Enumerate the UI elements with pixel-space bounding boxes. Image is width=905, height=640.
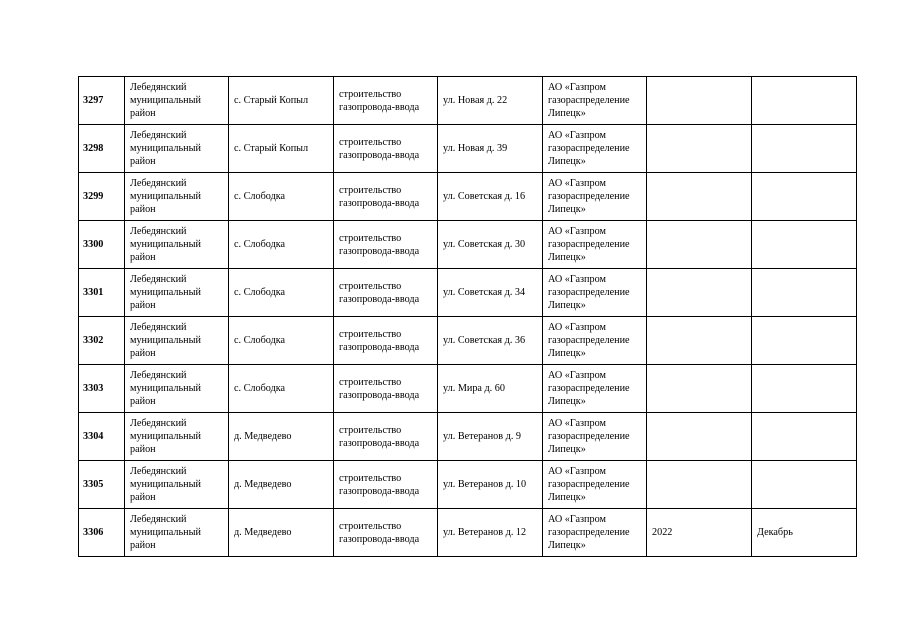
settlement-cell bbox=[229, 125, 334, 173]
table-row bbox=[79, 77, 857, 125]
work-type-cell bbox=[334, 317, 438, 365]
year-cell-text: 2022 bbox=[652, 527, 673, 538]
district-cell-line: муниципальный bbox=[130, 239, 201, 250]
organization-cell-line: АО «Газпром bbox=[548, 274, 606, 285]
district-cell-line: Лебедянский bbox=[130, 226, 187, 237]
table-row bbox=[79, 509, 857, 557]
table-body bbox=[79, 77, 857, 557]
year-cell bbox=[647, 461, 752, 509]
organization-cell-line: Липецк» bbox=[548, 444, 586, 455]
address-cell bbox=[438, 365, 543, 413]
district-cell bbox=[125, 509, 229, 557]
district-cell-line: Лебедянский bbox=[130, 322, 187, 333]
row-number-text: 3298 bbox=[83, 143, 104, 154]
address-cell-text: ул. Советская д. 30 bbox=[443, 239, 526, 250]
district-cell-line: район bbox=[130, 492, 156, 503]
organization-cell-line: Липецк» bbox=[548, 396, 586, 407]
year-cell bbox=[647, 413, 752, 461]
gas-connection-table bbox=[78, 76, 857, 557]
organization-cell-line: Липецк» bbox=[548, 540, 586, 551]
year-cell bbox=[647, 125, 752, 173]
work-type-cell bbox=[334, 173, 438, 221]
settlement-cell-text: с. Слободка bbox=[234, 287, 286, 298]
settlement-cell-text: д. Медведево bbox=[234, 527, 292, 538]
address-cell bbox=[438, 461, 543, 509]
district-cell-line: муниципальный bbox=[130, 527, 201, 538]
work-type-cell-line: газопровода-ввода bbox=[339, 389, 420, 401]
settlement-cell-text: д. Медведево bbox=[234, 431, 292, 442]
settlement-cell-text: с. Слободка bbox=[234, 191, 286, 202]
work-type-cell bbox=[334, 77, 438, 125]
settlement-cell bbox=[229, 77, 334, 125]
district-cell-line: район bbox=[130, 108, 156, 119]
settlement-cell-text: с. Слободка bbox=[234, 335, 286, 346]
district-cell-line: район bbox=[130, 204, 156, 215]
address-cell-text: ул. Новая д. 22 bbox=[443, 95, 508, 106]
row-number-text: 3302 bbox=[83, 335, 104, 346]
work-type-cell-line: газопровода-ввода bbox=[339, 485, 420, 497]
row-number-text: 3301 bbox=[83, 287, 104, 298]
row-number bbox=[79, 365, 125, 413]
work-type-cell-line: газопровода-ввода bbox=[339, 245, 420, 257]
district-cell-line: муниципальный bbox=[130, 95, 201, 106]
district-cell bbox=[125, 461, 229, 509]
district-cell-line: Лебедянский bbox=[130, 274, 187, 285]
row-number bbox=[79, 269, 125, 317]
organization-cell-line: АО «Газпром bbox=[548, 82, 606, 93]
organization-cell-line: Липецк» bbox=[548, 204, 586, 215]
month-cell bbox=[752, 365, 857, 413]
table-row bbox=[79, 125, 857, 173]
address-cell-text: ул. Ветеранов д. 10 bbox=[443, 479, 527, 490]
settlement-cell bbox=[229, 509, 334, 557]
address-cell-text: ул. Новая д. 39 bbox=[443, 143, 508, 154]
organization-cell-line: АО «Газпром bbox=[548, 418, 606, 429]
address-cell bbox=[438, 125, 543, 173]
row-number-text: 3305 bbox=[83, 479, 104, 490]
work-type-cell bbox=[334, 221, 438, 269]
address-cell-text: ул. Ветеранов д. 12 bbox=[443, 527, 527, 538]
district-cell-line: Лебедянский bbox=[130, 466, 187, 477]
work-type-cell bbox=[334, 269, 438, 317]
settlement-cell bbox=[229, 269, 334, 317]
organization-cell-line: газораспределение bbox=[548, 479, 630, 490]
work-type-cell-line: строительство bbox=[339, 328, 402, 340]
year-cell bbox=[647, 365, 752, 413]
district-cell-line: район bbox=[130, 252, 156, 263]
organization-cell-line: Липецк» bbox=[548, 108, 586, 119]
month-cell bbox=[752, 269, 857, 317]
organization-cell-line: газораспределение bbox=[548, 287, 630, 298]
address-cell-text: ул. Советская д. 34 bbox=[443, 287, 526, 298]
work-type-cell-line: строительство bbox=[339, 184, 402, 196]
organization-cell-line: АО «Газпром bbox=[548, 130, 606, 141]
district-cell-line: Лебедянский bbox=[130, 514, 187, 525]
district-cell-line: район bbox=[130, 300, 156, 311]
work-type-cell bbox=[334, 461, 438, 509]
work-type-cell-line: газопровода-ввода bbox=[339, 437, 420, 449]
month-cell-text: Декабрь bbox=[757, 527, 793, 538]
work-type-cell bbox=[334, 509, 438, 557]
organization-cell-line: Липецк» bbox=[548, 252, 586, 263]
organization-cell-line: газораспределение bbox=[548, 383, 630, 394]
address-cell bbox=[438, 221, 543, 269]
address-cell bbox=[438, 413, 543, 461]
work-type-cell bbox=[334, 125, 438, 173]
district-cell-line: муниципальный bbox=[130, 431, 201, 442]
month-cell bbox=[752, 125, 857, 173]
settlement-cell-text: д. Медведево bbox=[234, 479, 292, 490]
organization-cell bbox=[543, 77, 647, 125]
table-row bbox=[79, 317, 857, 365]
month-cell bbox=[752, 317, 857, 365]
district-cell-line: район bbox=[130, 444, 156, 455]
district-cell-line: район bbox=[130, 156, 156, 167]
settlement-cell bbox=[229, 317, 334, 365]
district-cell-line: Лебедянский bbox=[130, 418, 187, 429]
year-cell bbox=[647, 269, 752, 317]
organization-cell-line: Липецк» bbox=[548, 348, 586, 359]
year-cell bbox=[647, 317, 752, 365]
organization-cell-line: Липецк» bbox=[548, 156, 586, 167]
organization-cell-line: газораспределение bbox=[548, 143, 630, 154]
district-cell bbox=[125, 77, 229, 125]
settlement-cell-text: с. Старый Копыл bbox=[234, 95, 309, 106]
district-cell bbox=[125, 317, 229, 365]
address-cell-text: ул. Мира д. 60 bbox=[443, 383, 505, 394]
row-number-text: 3303 bbox=[83, 383, 104, 394]
work-type-cell-line: газопровода-ввода bbox=[339, 341, 420, 353]
address-cell bbox=[438, 269, 543, 317]
work-type-cell-line: строительство bbox=[339, 88, 402, 100]
row-number bbox=[79, 221, 125, 269]
row-number bbox=[79, 173, 125, 221]
address-cell bbox=[438, 317, 543, 365]
district-cell-line: Лебедянский bbox=[130, 130, 187, 141]
row-number-text: 3306 bbox=[83, 527, 104, 538]
address-cell bbox=[438, 173, 543, 221]
district-cell bbox=[125, 173, 229, 221]
district-cell-line: Лебедянский bbox=[130, 178, 187, 189]
address-cell bbox=[438, 77, 543, 125]
district-cell bbox=[125, 221, 229, 269]
organization-cell-line: Липецк» bbox=[548, 300, 586, 311]
organization-cell-line: газораспределение bbox=[548, 431, 630, 442]
organization-cell-line: газораспределение bbox=[548, 527, 630, 538]
work-type-cell-line: газопровода-ввода bbox=[339, 293, 420, 305]
organization-cell-line: АО «Газпром bbox=[548, 226, 606, 237]
month-cell bbox=[752, 461, 857, 509]
organization-cell bbox=[543, 413, 647, 461]
work-type-cell-line: газопровода-ввода bbox=[339, 533, 420, 545]
settlement-cell bbox=[229, 221, 334, 269]
district-cell-line: муниципальный bbox=[130, 479, 201, 490]
work-type-cell bbox=[334, 365, 438, 413]
year-cell bbox=[647, 173, 752, 221]
table-row bbox=[79, 221, 857, 269]
row-number bbox=[79, 317, 125, 365]
table-row bbox=[79, 269, 857, 317]
row-number-text: 3299 bbox=[83, 191, 104, 202]
address-cell-text: ул. Ветеранов д. 9 bbox=[443, 431, 522, 442]
address-cell-text: ул. Советская д. 36 bbox=[443, 335, 526, 346]
organization-cell-line: газораспределение bbox=[548, 191, 630, 202]
district-cell-line: Лебедянский bbox=[130, 370, 187, 381]
district-cell-line: муниципальный bbox=[130, 287, 201, 298]
work-type-cell bbox=[334, 413, 438, 461]
settlement-cell bbox=[229, 461, 334, 509]
row-number-text: 3300 bbox=[83, 239, 104, 250]
organization-cell-line: АО «Газпром bbox=[548, 514, 606, 525]
settlement-cell bbox=[229, 365, 334, 413]
district-cell-line: район bbox=[130, 396, 156, 407]
organization-cell bbox=[543, 461, 647, 509]
work-type-cell-line: строительство bbox=[339, 232, 402, 244]
organization-cell bbox=[543, 509, 647, 557]
year-cell bbox=[647, 77, 752, 125]
organization-cell-line: газораспределение bbox=[548, 95, 630, 106]
work-type-cell-line: строительство bbox=[339, 376, 402, 388]
row-number bbox=[79, 125, 125, 173]
table-row bbox=[79, 365, 857, 413]
settlement-cell-text: с. Слободка bbox=[234, 383, 286, 394]
district-cell-line: муниципальный bbox=[130, 383, 201, 394]
work-type-cell-line: газопровода-ввода bbox=[339, 149, 420, 161]
district-cell-line: Лебедянский bbox=[130, 82, 187, 93]
address-cell bbox=[438, 509, 543, 557]
row-number bbox=[79, 509, 125, 557]
work-type-cell-line: газопровода-ввода bbox=[339, 197, 420, 209]
organization-cell-line: газораспределение bbox=[548, 239, 630, 250]
settlement-cell-text: с. Слободка bbox=[234, 239, 286, 250]
organization-cell-line: АО «Газпром bbox=[548, 466, 606, 477]
work-type-cell-line: строительство bbox=[339, 424, 402, 436]
month-cell bbox=[752, 77, 857, 125]
organization-cell bbox=[543, 221, 647, 269]
organization-cell-line: Липецк» bbox=[548, 492, 586, 503]
organization-cell bbox=[543, 125, 647, 173]
organization-cell-line: газораспределение bbox=[548, 335, 630, 346]
organization-cell-line: АО «Газпром bbox=[548, 178, 606, 189]
work-type-cell-line: строительство bbox=[339, 472, 402, 484]
row-number bbox=[79, 77, 125, 125]
district-cell bbox=[125, 413, 229, 461]
table-row bbox=[79, 413, 857, 461]
work-type-cell-line: строительство bbox=[339, 520, 402, 532]
row-number bbox=[79, 461, 125, 509]
district-cell-line: муниципальный bbox=[130, 143, 201, 154]
settlement-cell bbox=[229, 173, 334, 221]
organization-cell bbox=[543, 365, 647, 413]
row-number-text: 3304 bbox=[83, 431, 104, 442]
organization-cell bbox=[543, 173, 647, 221]
district-cell-line: муниципальный bbox=[130, 191, 201, 202]
district-cell bbox=[125, 365, 229, 413]
organization-cell-line: АО «Газпром bbox=[548, 370, 606, 381]
district-cell-line: район bbox=[130, 348, 156, 359]
year-cell bbox=[647, 509, 752, 557]
work-type-cell-line: газопровода-ввода bbox=[339, 101, 420, 113]
table-row bbox=[79, 461, 857, 509]
year-cell bbox=[647, 221, 752, 269]
month-cell bbox=[752, 413, 857, 461]
organization-cell-line: АО «Газпром bbox=[548, 322, 606, 333]
district-cell bbox=[125, 125, 229, 173]
address-cell-text: ул. Советская д. 16 bbox=[443, 191, 526, 202]
month-cell bbox=[752, 509, 857, 557]
district-cell-line: муниципальный bbox=[130, 335, 201, 346]
month-cell bbox=[752, 173, 857, 221]
table-row bbox=[79, 173, 857, 221]
settlement-cell bbox=[229, 413, 334, 461]
district-cell bbox=[125, 269, 229, 317]
month-cell bbox=[752, 221, 857, 269]
organization-cell bbox=[543, 317, 647, 365]
district-cell-line: район bbox=[130, 540, 156, 551]
organization-cell bbox=[543, 269, 647, 317]
work-type-cell-line: строительство bbox=[339, 280, 402, 292]
settlement-cell-text: с. Старый Копыл bbox=[234, 143, 309, 154]
row-number-text: 3297 bbox=[83, 95, 104, 106]
work-type-cell-line: строительство bbox=[339, 136, 402, 148]
row-number bbox=[79, 413, 125, 461]
